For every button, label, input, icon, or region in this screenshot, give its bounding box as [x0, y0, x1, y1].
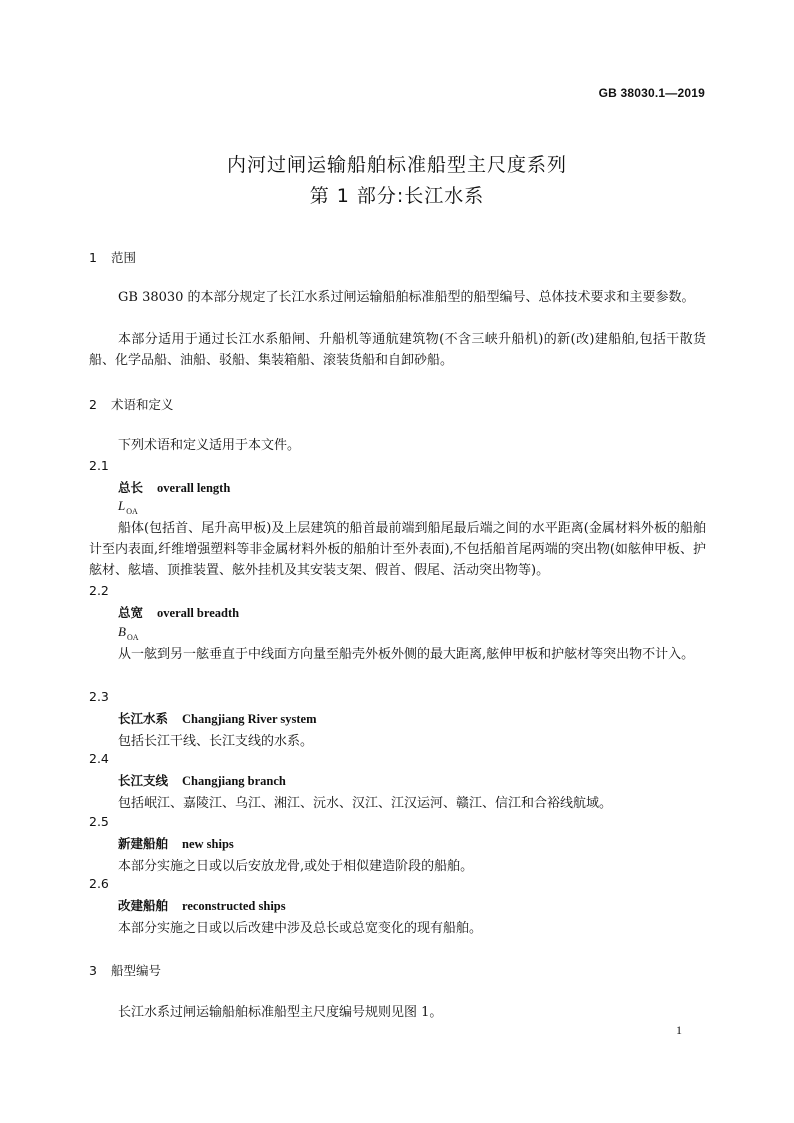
term-zh: 长江水系 [118, 711, 169, 726]
term-en: new ships [182, 837, 234, 851]
clause-number: 2.2 [89, 583, 109, 598]
term-definition: 包括岷江、嘉陵江、乌江、湘江、沅水、汉江、江汉运河、赣江、信江和合裕线航域。 [118, 796, 613, 811]
term-zh: 总长 [118, 480, 144, 495]
section-title: 船型编号 [111, 963, 162, 978]
terms-intro: 下列术语和定义适用于本文件。 [118, 438, 301, 453]
numbering-paragraph: 长江水系过闸运输船舶标准船型主尺度编号规则见图 1。 [118, 1005, 443, 1020]
term-zh: 总宽 [118, 605, 144, 620]
term-symbol [118, 624, 139, 642]
term-zh: 新建船舶 [118, 836, 169, 851]
term-definition: 本部分实施之日或以后安放龙骨,或处于相似建造阶段的船舶。 [118, 859, 474, 874]
section-heading-terms [89, 395, 174, 413]
document-title: 内河过闸运输船舶标准船型主尺度系列 [226, 154, 567, 176]
term-heading [118, 478, 230, 496]
term-en: Changjiang branch [182, 774, 286, 788]
symbol-subscript: OA [126, 632, 139, 642]
term-en: overall breadth [157, 606, 240, 620]
scope-paragraph-2: 本部分适用于通过长江水系船闸、升船机等通航建筑物(不含三峡升船机)的新(改)建船舶,包括干散货船、化学品船、油船、驳船、集装箱船、滚装货船和自卸砂船。 [89, 332, 706, 368]
scope-paragraph-1: GB 38030 的本部分规定了长江水系过闸运输船舶标准船型的船型编号、总体技术要求和主要参数。 [118, 290, 695, 305]
clause-number: 2.6 [89, 876, 109, 891]
section-title: 范围 [111, 250, 137, 265]
section-heading-scope [89, 248, 136, 266]
term-heading [118, 896, 286, 914]
page-number: 1 [676, 1023, 682, 1037]
symbol-letter: B [118, 624, 126, 639]
term-zh: 改建船舶 [118, 898, 169, 913]
term-en: overall length [157, 481, 231, 495]
term-definition: 船体(包括首、尾升高甲板)及上层建筑的船首最前端到船尾最后端之间的水平距离(金属材料外板的船舶计至内表面,纤维增强塑料等非金属材料外板的船舶计至外表面),不包括船首尾两端的突出物(如舷伸甲板、护舷材、舷墙、顶推装置、舷外挂机及其安装支架、假首、假尾、活动突出物等)。 [89, 521, 706, 578]
clause-number: 2.5 [89, 814, 109, 829]
symbol-subscript: OA [126, 506, 138, 516]
term-definition: 从一舷到另一舷垂直于中线面方向量至船壳外板外侧的最大距离,舷伸甲板和护舷材等突出物不计入。 [118, 647, 695, 662]
term-en: Changjiang River system [182, 712, 317, 726]
clause-number: 2.1 [89, 458, 109, 473]
document-subtitle: 第 1 部分:长江水系 [309, 185, 485, 207]
term-heading [118, 834, 234, 852]
term-heading [118, 603, 239, 621]
term-definition: 包括长江干线、长江支线的水系。 [118, 734, 314, 749]
section-number: 2 [89, 397, 97, 412]
symbol-letter: L [118, 498, 126, 513]
section-number: 3 [89, 963, 97, 978]
term-heading [118, 771, 286, 789]
term-heading [118, 709, 317, 727]
clause-number: 2.4 [89, 751, 109, 766]
section-heading-numbering [89, 961, 161, 979]
term-en: reconstructed ships [182, 899, 286, 913]
standard-number: GB 38030.1—2019 [598, 86, 705, 100]
clause-number: 2.3 [89, 689, 109, 704]
term-symbol [118, 498, 138, 516]
term-definition: 本部分实施之日或以后改建中涉及总长或总宽变化的现有船舶。 [118, 921, 483, 936]
section-title: 术语和定义 [111, 397, 174, 412]
term-zh: 长江支线 [118, 773, 169, 788]
section-number: 1 [89, 250, 97, 265]
